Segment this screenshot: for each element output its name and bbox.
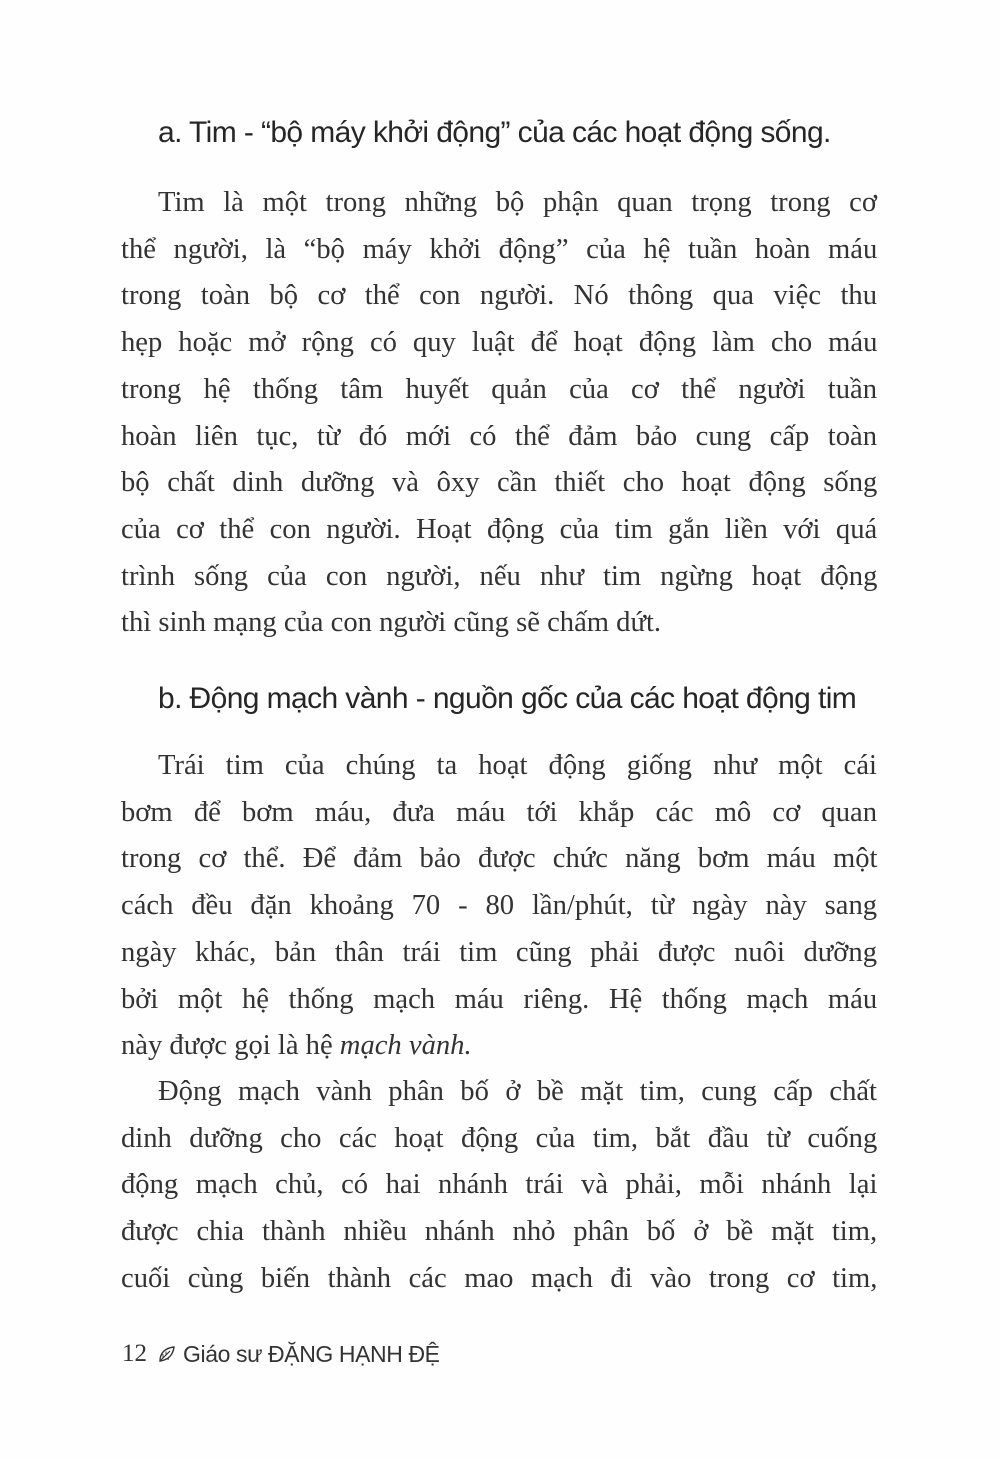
text-line: hẹp hoặc mở rộng có quy luật để hoạt động làm cho máu	[121, 327, 878, 359]
text-line: Trái tim của chúng ta hoạt động giống như một cái	[158, 750, 877, 781]
text-line: được chia thành nhiều nhánh nhỏ phân bố ở bề mặt tim,	[121, 1216, 878, 1248]
text-line: ngày khác, bản thân trái tim cũng phải được nuôi dưỡng	[121, 936, 877, 968]
text-line: cuối cùng biến thành các mao mạch đi vào trong cơ tim,	[121, 1262, 878, 1294]
text-line: thì sinh mạng của con người cũng sẽ chấm dứt.	[121, 607, 662, 639]
text-line: bộ chất dinh dưỡng và ôxy cần thiết cho hoạt động sống	[121, 467, 878, 499]
author-name: Giáo sư ĐẶNG HẠNH ĐỆ	[183, 1340, 440, 1367]
text-line: thể người, là “bộ máy khởi động” của hệ tuần hoàn máu	[121, 233, 878, 265]
text-line: của cơ thể con người. Hoạt động của tim gắn liền với quá	[121, 513, 878, 545]
leaf-ornament-icon	[157, 1344, 177, 1364]
text-line: cách đều đặn khoảng 70 - 80 lần/phút, từ ngày này sang	[121, 890, 878, 922]
section-b-heading: b. Động mạch vành - nguồn gốc của các hoạt động tim	[158, 682, 857, 715]
emphasized-term: mạch vành.	[339, 1030, 472, 1062]
section-b-paragraph-1	[121, 743, 877, 1070]
text-line: trình sống của con người, nếu như tim ngừng hoạt động	[121, 560, 878, 592]
text-line: bởi một hệ thống mạch máu riêng. Hệ thống mạch máu	[121, 983, 878, 1015]
text-line: bơm để bơm máu, đưa máu tới khắp các mô cơ quan	[121, 796, 877, 828]
page-number: 12	[122, 1340, 147, 1367]
section-a-paragraph	[121, 180, 877, 647]
text-segment: này được gọi là hệ	[121, 1030, 340, 1062]
text-line: trong toàn bộ cơ thể con người. Nó thông qua việc thu	[121, 280, 877, 312]
text-line: trong cơ thể. Để đảm bảo được chức năng bơm máu một	[121, 843, 878, 875]
section-a-heading: a. Tim - “bộ máy khởi động” của các hoạt động sống.	[158, 116, 831, 149]
text-line: Động mạch vành phân bố ở bề mặt tim, cung cấp chất	[158, 1076, 877, 1107]
page-footer	[122, 1334, 440, 1374]
text-line: Tim là một trong những bộ phận quan trọng trong cơ	[158, 187, 877, 218]
text-line: hoàn liên tục, từ đó mới có thể đảm bảo cung cấp toàn	[121, 420, 877, 452]
text-line: dinh dưỡng cho các hoạt động của tim, bắt đầu từ cuống	[121, 1122, 878, 1154]
text-line	[121, 1023, 877, 1070]
section-b-paragraph-2	[121, 1069, 877, 1303]
text-line: trong hệ thống tâm huyết quản của cơ thể người tuần	[121, 373, 877, 405]
text-line: động mạch chủ, có hai nhánh trái và phải, mỗi nhánh lại	[121, 1169, 878, 1201]
